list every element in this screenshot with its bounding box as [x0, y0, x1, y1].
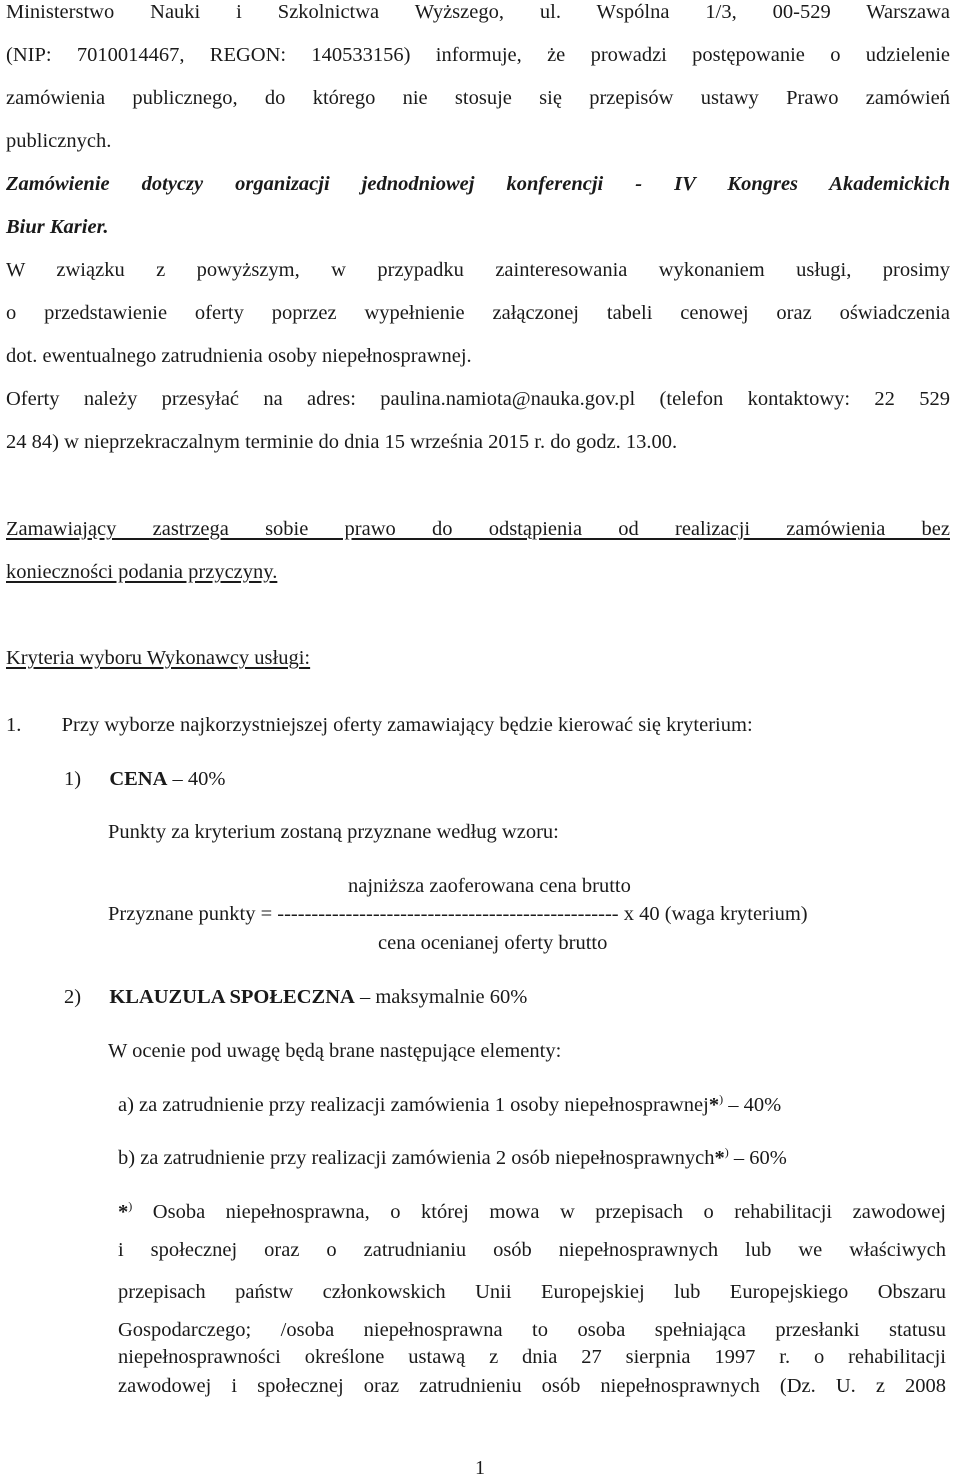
- social-item-a: [118, 1092, 950, 1116]
- criteria-item-1-text: Przy wyborze najkorzystniejszej oferty zamawiający będzie kierować się kryterium:: [61, 714, 753, 736]
- criterion-price-name: CENA: [109, 768, 168, 790]
- request-line-3: dot. ewentualnego zatrudnienia osoby niepełnosprawnej.: [6, 345, 472, 367]
- footnote-line-1: [118, 1199, 947, 1223]
- footnote-line-6: zawodowej i społecznej oraz zatrudnieniu osób niepełnosprawnych (Dz. U. z 2008: [118, 1375, 946, 1397]
- intro-line-2: (NIP: 7010014467, REGON: 140533156) informuje, że prowadzi postępowanie o udzielenie: [6, 44, 950, 66]
- criterion-social-number: 2): [64, 986, 82, 1008]
- request-line-5: 24 84) w nieprzekraczalnym terminie do dnia 15 września 2015 r. do godz. 13.00.: [6, 431, 678, 453]
- intro-line-1: Ministerstwo Nauki i Szkolnictwa Wyższego, ul. Wspólna 1/3, 00-529 Warszawa: [6, 1, 950, 23]
- formula-line: [108, 904, 808, 925]
- subject-line-2: Biur Karier.: [6, 216, 109, 238]
- formula-dashes: --------------------------------------------------: [277, 903, 619, 925]
- social-item-a-mark: *: [708, 1094, 720, 1116]
- social-item-a-weight: – 40%: [728, 1094, 782, 1116]
- social-item-a-text: a) za zatrudnienie przy realizacji zamówienia 1 osoby niepełnosprawnej: [118, 1094, 709, 1116]
- criteria-item-1: [6, 715, 950, 736]
- criterion-social-weight: – maksymalnie 60%: [359, 986, 528, 1008]
- reservation-line-2: [6, 562, 950, 583]
- formula-label: Przyznane punkty =: [108, 903, 273, 925]
- social-item-a-sup: ): [719, 1092, 724, 1106]
- formula-numerator: najniższa zaoferowana cena brutto: [348, 875, 631, 897]
- footnote-line-3: przepisach państw członkowskich Unii Europejskiej lub Europejskiego Obszaru: [118, 1281, 946, 1303]
- page-number: 1: [475, 1457, 485, 1479]
- footnote-line-4: Gospodarczego; /osoba niepełnosprawna to osoba spełniająca przesłanki statusu: [118, 1319, 946, 1341]
- reservation-text-2: konieczności podania przyczyny.: [6, 561, 278, 583]
- criterion-social-clause: [64, 987, 950, 1008]
- reservation-text-1: Zamawiający zastrzega sobie prawo do odstąpienia od realizacji zamówienia bez: [6, 518, 950, 540]
- social-item-b-weight: – 60%: [733, 1147, 787, 1169]
- social-item-b-text: b) za zatrudnienie przy realizacji zamówienia 2 osób niepełnosprawnych: [118, 1147, 715, 1169]
- footnote-text-1: Osoba niepełnosprawna, o której mowa w przepisach o rehabilitacji zawodowej: [152, 1201, 947, 1223]
- criterion-price-number: 1): [64, 768, 82, 790]
- social-item-b-sup: ): [724, 1145, 729, 1159]
- intro-line-4: publicznych.: [6, 130, 112, 152]
- footnote-mark: *: [118, 1201, 129, 1223]
- subject-line-1: Zamówienie dotyczy organizacji jednodniowej konferencji - IV Kongres Akademickich: [6, 173, 950, 195]
- social-intro: W ocenie pod uwagę będą brane następujące elementy:: [108, 1040, 562, 1062]
- formula-tail: x 40 (waga kryterium): [623, 903, 808, 925]
- footnote-sup: ): [128, 1199, 133, 1213]
- criteria-heading-text: Kryteria wyboru Wykonawcy usługi:: [6, 647, 311, 669]
- request-line-4: Oferty należy przesyłać na adres: paulina.namiota@nauka.gov.pl (telefon kontaktowy: 22 529: [6, 388, 950, 410]
- formula-denominator: cena ocenianej oferty brutto: [378, 932, 608, 954]
- request-line-1: W związku z powyższym, w przypadku zainteresowania wykonaniem usługi, prosimy: [6, 259, 950, 281]
- criterion-price: [64, 769, 950, 790]
- intro-line-3: zamówienia publicznego, do którego nie stosuje się przepisów ustawy Prawo zamówień: [6, 87, 950, 109]
- request-line-2: o przedstawienie oferty poprzez wypełnienie załączonej tabeli cenowej oraz oświadczenia: [6, 302, 950, 324]
- social-item-b-mark: *: [714, 1147, 725, 1169]
- criterion-social-name: KLAUZULA SPOŁECZNA: [109, 986, 355, 1008]
- social-item-b: [118, 1145, 950, 1169]
- footnote-line-5: niepełnosprawności określone ustawą z dnia 27 sierpnia 1997 r. o rehabilitacji: [118, 1346, 946, 1368]
- criteria-item-1-number: 1.: [6, 714, 22, 736]
- formula-intro: Punkty za kryterium zostaną przyznane według wzoru:: [108, 821, 559, 843]
- footnote-line-2: i społecznej oraz o zatrudnianiu osób niepełnosprawnych lub we właściwych: [118, 1239, 946, 1261]
- reservation-line-1: [6, 519, 950, 540]
- criterion-price-weight: – 40%: [172, 768, 226, 790]
- criteria-heading: [6, 648, 950, 669]
